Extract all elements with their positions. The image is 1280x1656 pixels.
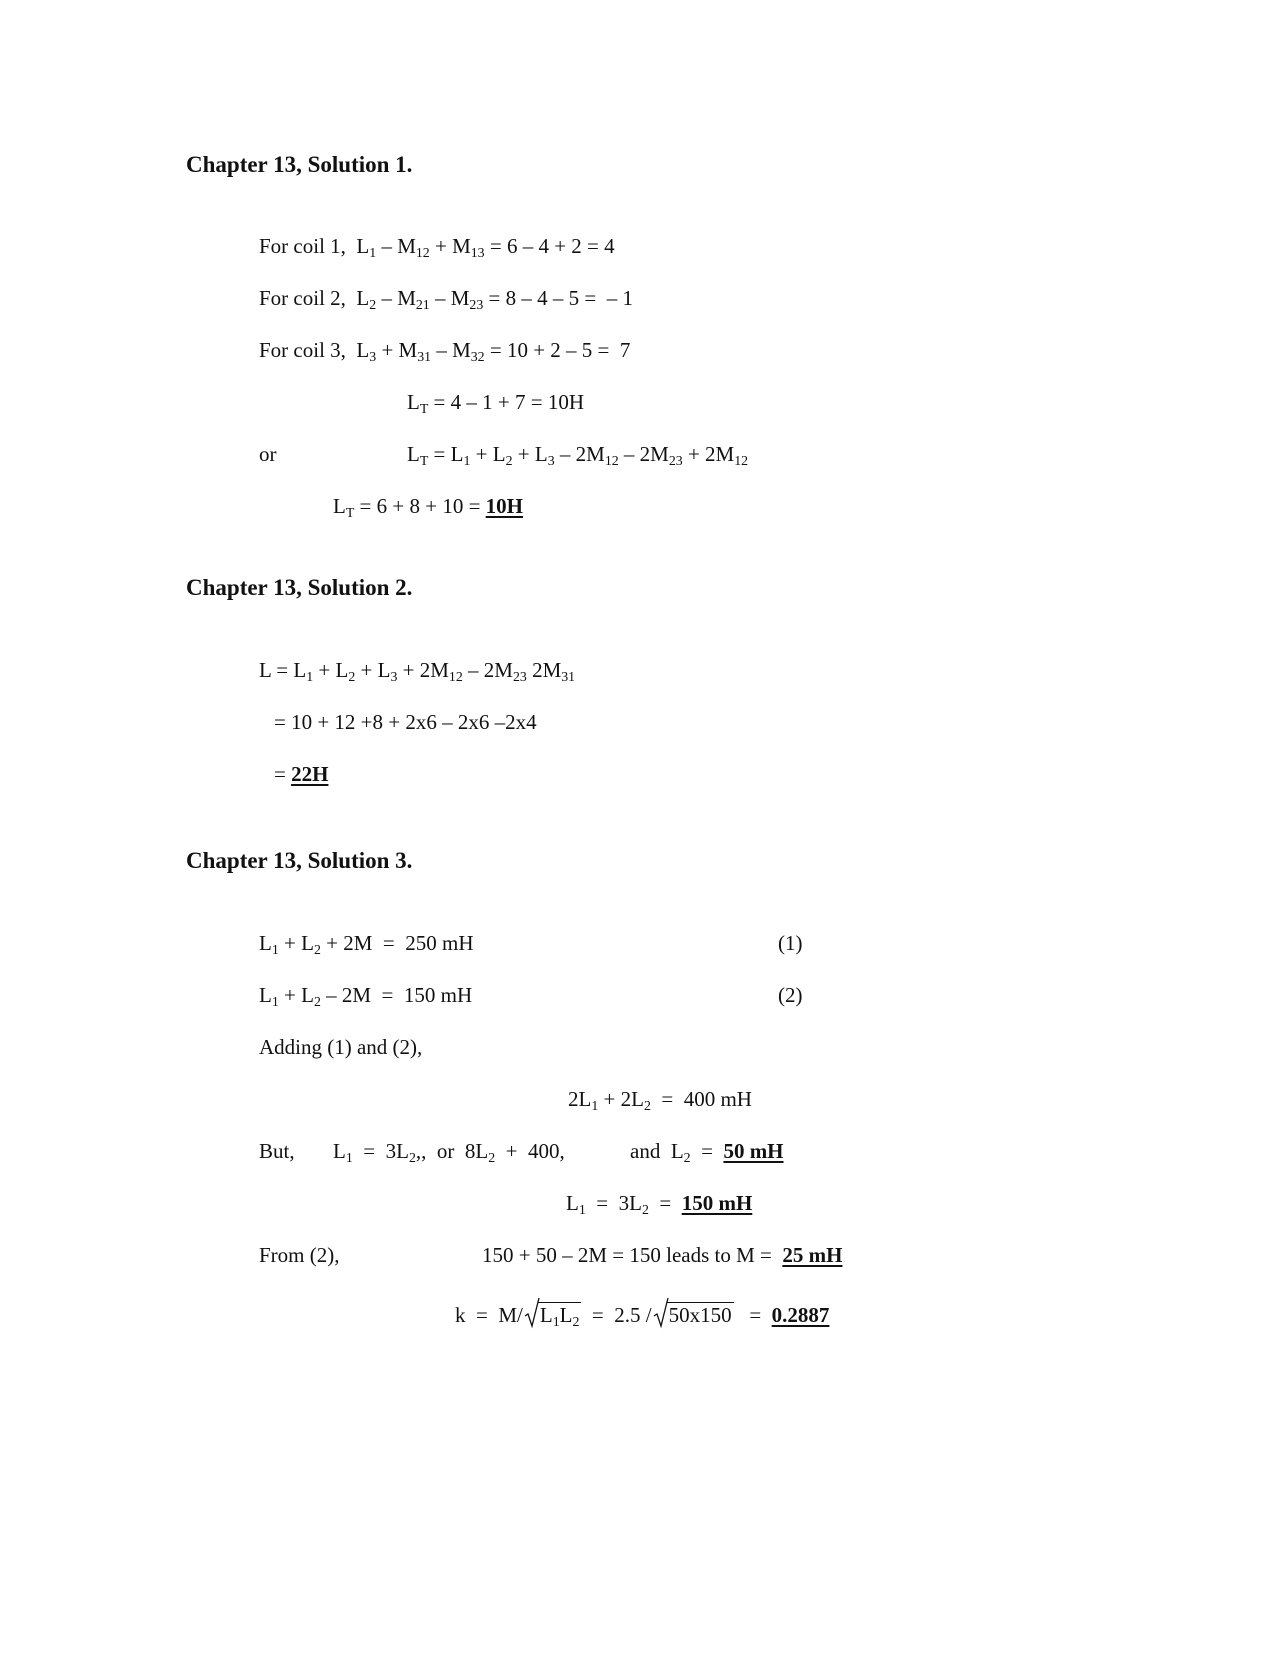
coil-3-equation: For coil 3, $L_3 + M_{31} - M_{32} = 10 + 2 - 5 = 7$	[259, 338, 631, 364]
k-ratio: 2.5 /	[614, 1303, 652, 1327]
answer-m: 25 mH	[782, 1243, 843, 1267]
coil-1-label: For coil 1,	[259, 234, 346, 258]
equation-2-number: (2)	[778, 983, 803, 1007]
series-inductance-result: = 22H	[274, 762, 329, 786]
l1-solution: $L_1 = 3L_2 = 150$ mH	[566, 1191, 753, 1217]
coil-3-label: For coil 3,	[259, 338, 346, 362]
l2-solution: and $L_2 = 50$ mH	[630, 1139, 784, 1165]
coil-1-equation: For coil 1, $L_1 - M_{12} + M_{13} = 6 - 4 + 2 = 4$	[259, 234, 615, 260]
sum-equation: $2L_1 + 2L_2 = 400$ mH	[568, 1087, 752, 1113]
solution-2-heading: Chapter 13, Solution 2.	[186, 575, 413, 600]
solution-3-heading: Chapter 13, Solution 3.	[186, 848, 413, 873]
radical-icon	[654, 1298, 668, 1328]
answer-l1: 150 mH	[681, 1191, 753, 1215]
answer-l2: 50 mH	[723, 1139, 784, 1163]
equation-2-lhs: $L_1 + L_2 - 2M = 150$ mH	[259, 983, 473, 1009]
or-label: or	[259, 442, 277, 466]
answer-lt: 10H	[485, 494, 524, 518]
total-inductance-sum: $L_T = 4 - 1 + 7 = 10H$	[407, 390, 584, 416]
solution-1-heading: Chapter 13, Solution 1.	[186, 152, 413, 177]
total-inductance-result: $L_T = 6 + 8 + 10 = 10H$	[333, 494, 524, 520]
equation-1-rhs: 250 mH	[405, 931, 474, 955]
coil-2-label: For coil 2,	[259, 286, 346, 310]
equation-2-rhs: 150 mH	[403, 983, 473, 1007]
coupling-coefficient-equation: k = M/ $L_1L_2 = 2.5$ / 50x150 = 0.2887	[455, 1302, 829, 1326]
but-label: But,	[259, 1139, 295, 1163]
mutual-inductance-solution	[482, 1245, 842, 1266]
adding-text: Adding (1) and (2),	[259, 1035, 423, 1059]
equation-1-lhs: $L_1 + L_2 + 2M = 250$ mH	[259, 931, 474, 957]
answer-l: 22H	[291, 762, 329, 786]
from-2-label: From (2),	[259, 1243, 340, 1267]
coil-2-equation: For coil 2, $L_2 - M_{21} - M_{23} = 8 - 4 - 5$ = – 1	[259, 286, 633, 312]
equation-1-number: (1)	[778, 931, 803, 955]
answer-k: 0.2887	[771, 1303, 830, 1327]
series-inductance-formula: $L = L_1 + L_2 + L_3 + 2M_{12} - 2M_{23}$ $2M_{31}$	[259, 658, 576, 684]
sqrt-l1l2: $L_1L_2$	[525, 1302, 582, 1326]
series-inductance-substitution: = 10 + 12 +8 + 2x6 – 2x6 –2x4	[274, 710, 537, 734]
sum-rhs: 400 mH	[683, 1087, 752, 1111]
radical-icon	[525, 1298, 539, 1328]
m-expression: 150 + 50 – 2M = 150 leads to M =	[482, 1243, 772, 1267]
k-radicand: 50x150	[668, 1303, 732, 1327]
ratio-condition: $L_1 = 3L_2$,, or $8L_2 + 400$,	[333, 1139, 565, 1165]
total-inductance-formula: $L_T = L_1 + L_2 + L_3 - 2M_{12} - 2M_{23} + 2M_{12}$	[407, 442, 749, 468]
sqrt-50x150	[654, 1302, 734, 1326]
